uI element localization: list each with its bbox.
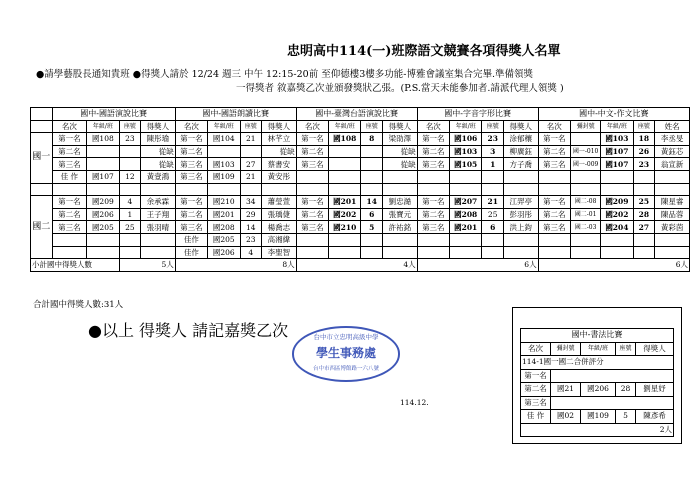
header-seat: 座號: [633, 120, 655, 133]
header-rank: 名次: [175, 120, 207, 133]
table-row: 國一 第一名 國108 23 陳彤瑜 第一名 國104 21 林芊立 第一名 國108 8 梁劭澤 第一名 國106 23 涂郁穰 第一名 國103 18 李丞旻: [31, 133, 690, 146]
header-winner: 得獎人: [504, 120, 539, 133]
spacer-row: [31, 183, 690, 196]
congrats-note: ●以上 得獎人 請記嘉獎乙次: [88, 321, 289, 340]
subtotal-reading: 8人: [175, 259, 296, 272]
header-seat: 座號: [361, 120, 383, 133]
grade-header-blank: [31, 108, 53, 121]
competition-header-row: [31, 108, 690, 121]
comp-character-title: 國中-字音字形比賽: [417, 108, 538, 121]
table-row: 第三名: [521, 396, 674, 410]
page-title: 忠明高中114(一)班際語文競賽各項得獎人名單: [287, 44, 561, 59]
header-class: 年級/班: [208, 120, 240, 133]
table-row: 第二名 國21 國206 28 劉星妤: [521, 383, 674, 397]
header-rank: 名次: [538, 120, 570, 133]
comp-essay-title: 國中-中文-作文比賽: [538, 108, 689, 121]
table-row: 第二名 國206 1 王子翔 第二名 國201 29 張瑀倢 第二名 國202 6 張寶元 第二名 國208 25 彭羽彤 第二名 國二-01 國202 28 陳品蓉: [31, 208, 690, 221]
stamp-middle-text: 學生事務處: [315, 346, 376, 360]
header-seat: 座號: [482, 120, 504, 133]
table-row: 第三名 從缺 第三名 國103 27 蔡書安 第三名 從缺 第三名 國105 1 方子喬 第三名 國一-009 國107 23 翁宣新: [31, 158, 690, 171]
header-rank: 名次: [417, 120, 449, 133]
table-row: 佳作 國206 4 李聖智: [31, 246, 690, 259]
table-row: 佳 作 國02 國109 5 陳彥希: [521, 410, 674, 424]
stamp-top-text: 台中市立忠明高級中學: [313, 333, 379, 341]
table-row: 佳 作 國107 12 黃壹鴻 第三名 國109 21 黃安彤: [31, 170, 690, 183]
grade-label-1: 國一: [31, 133, 53, 183]
header-winner: 得獎人: [383, 120, 418, 133]
header-seat: 座號: [240, 120, 262, 133]
subtotal-label: 小計國中得獎人數: [31, 259, 120, 272]
column-header-row: [31, 120, 690, 133]
table-row: 第二名 從缺 第二名 從缺 第二名 從缺 第二名 國103 3 柳廣鈺 第二名 國一-010 國107 26 黃鈺芯: [31, 145, 690, 158]
header-class: 年級/班: [601, 120, 633, 133]
calligraphy-table: [520, 328, 674, 437]
header-class: 年級/班: [450, 120, 482, 133]
comp-speech-title: 國中-國語演說比賽: [52, 108, 175, 121]
header-class: 年級/班: [329, 120, 361, 133]
header-class: 年級/班: [87, 120, 119, 133]
notice-line-2: 一得獎者 敘嘉獎乙次並頒發獎狀乙張。(P.S.當天未能參加者.請派代理人領獎 ): [236, 83, 564, 94]
subtotal-character: 6人: [417, 259, 538, 272]
table-row: 佳作 國205 23 高湘緯: [31, 233, 690, 246]
date-text: 114.12.: [400, 398, 429, 407]
notice-line-1: ●請學藝股長通知貴班 ●得獎人請於 12/24 週三 中午 12:15-20前 至仰德樓3樓多功能-博雅會議室集合完畢.準備領獎: [36, 69, 534, 80]
header-winner: 得獎人: [262, 120, 297, 133]
header-winner: 得獎人: [141, 120, 176, 133]
header-rank: 名次: [296, 120, 328, 133]
comp-taiwanese-title: 國中-臺灣台語演說比賽: [296, 108, 417, 121]
calligraphy-title: 國中-書法比賽: [521, 329, 674, 343]
header-rank: 名次: [52, 120, 87, 133]
comp-reading-title: 國中-國語朗讀比賽: [175, 108, 296, 121]
calligraphy-note: 114-1國一國二合併評分: [521, 356, 674, 370]
total-count: 合計國中得獎人數:31人: [33, 300, 124, 310]
stamp-bottom-text: 台中市西區博館路一六八號: [312, 366, 379, 372]
calligraphy-header-row: 名次 彌封號 年級/班 座號 得獎人: [521, 342, 674, 356]
table-row: 第一名: [521, 369, 674, 383]
grade-label-2: 國二: [31, 196, 53, 259]
awards-table: [30, 107, 690, 272]
table-row: 第三名 國205 25 張羽晴 第三名 國208 14 楊喬志 第三名 國210 5 許祐銘 第三名 國201 6 洪上鈞 第三名 國二-03 國204 27 黃彩茵: [31, 221, 690, 234]
header-sealed: 彌封號: [570, 120, 600, 133]
subtotal-row: [31, 259, 690, 272]
subtotal-essay: 6人: [538, 259, 689, 272]
subtotal-taiwanese: 4人: [296, 259, 417, 272]
subtotal-speech: 5人: [119, 259, 175, 272]
calligraphy-count: 2人: [521, 423, 674, 437]
header-name: 姓名: [655, 120, 690, 133]
header-seat: 座號: [119, 120, 141, 133]
office-stamp: [292, 326, 400, 382]
table-row: 國二 第一名 國209 4 余承霖 第一名 國210 34 蕭瑩萱 第一名 國201 14 劉忠澔 第一名 國207 21 江羿亭 第一名 國二-08 國209 25 陳星睿: [31, 196, 690, 209]
